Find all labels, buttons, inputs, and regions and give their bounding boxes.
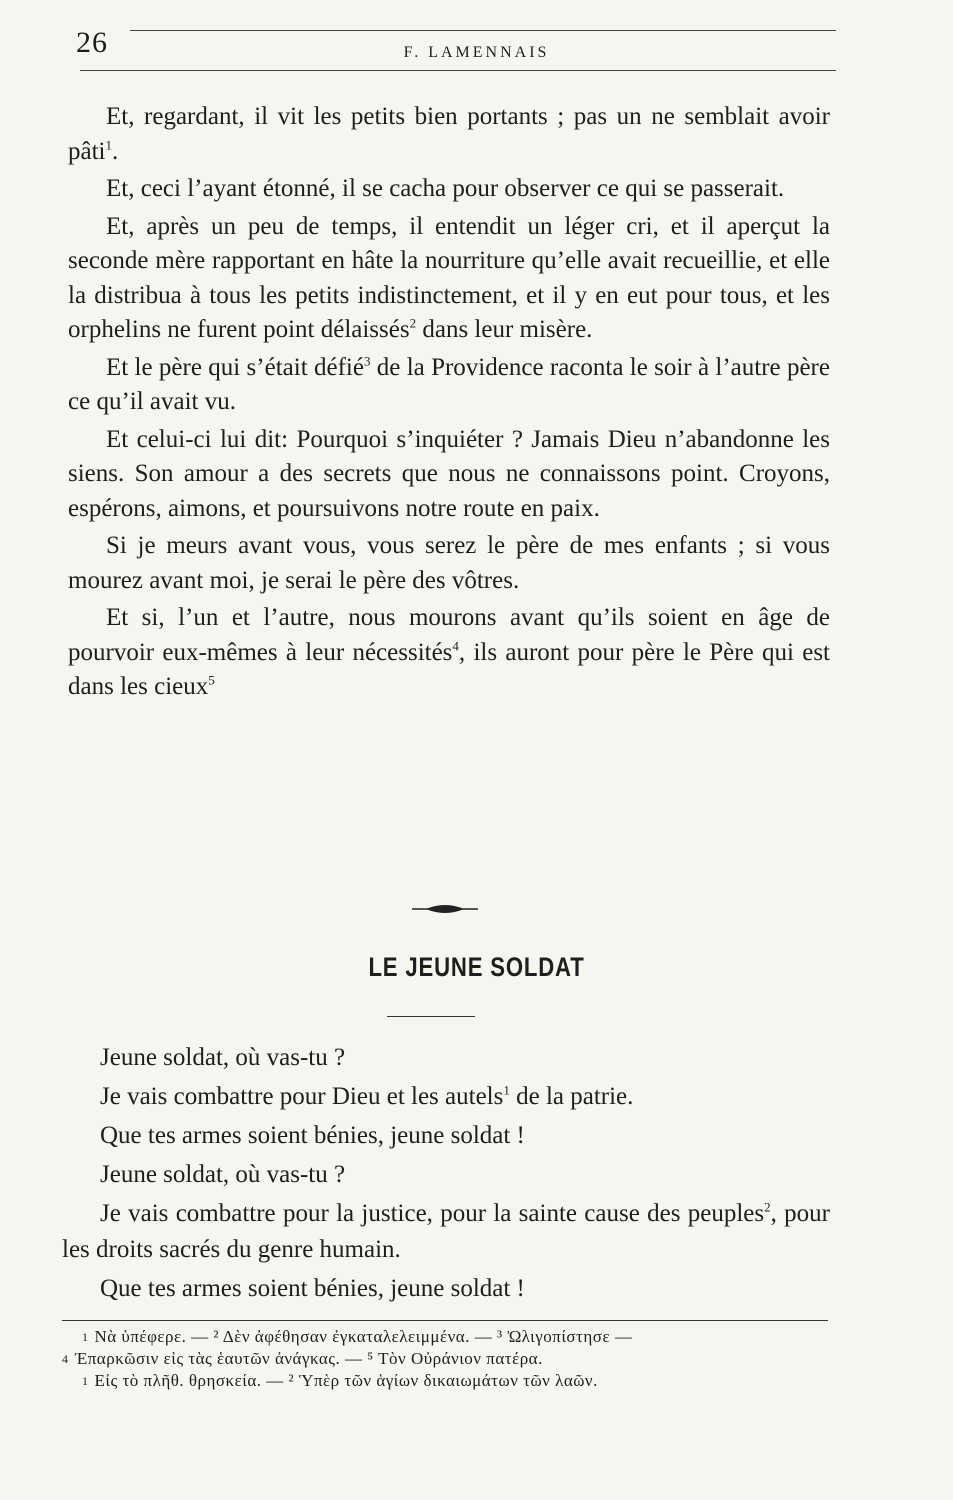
poem-line: Jeune soldat, où vas-tu ? [100, 1044, 346, 1071]
poem-text [62, 1040, 830, 1307]
paragraph: Et, ceci l’ayant étonné, il se cacha pour observer ce qui se passerait. [106, 175, 785, 202]
poem-line: Je vais combattre pour Dieu et les autels$^1$ de la patrie. [100, 1082, 634, 1110]
poem-line: Jeune soldat, où vas-tu ? [100, 1161, 346, 1188]
paragraph: Si je meurs avant vous, vous serez le père de mes enfants ; si vous mourez avant moi, je serai le père des vôtres. [68, 532, 830, 594]
paragraph: Et le père qui s’était défié$^3$ de la Providence raconta le soir à l’autre père ce qu’il avait vu. [68, 353, 830, 415]
poem-line: Que tes armes soient bénies, jeune soldat ! [100, 1275, 525, 1302]
footnote: $^4$ Ἐπαρκῶσιν εἰς τὰς ἑαυτῶν ἀνάγκας. — ⁵ Τὸν Οὐράνιον πατέρα. [62, 1349, 543, 1368]
ornament-divider-icon [412, 902, 478, 916]
paragraph: Et celui-ci lui dit: Pourquoi s’inquiéter ? Jamais Dieu n’abandonne les siens. Son amour a des secrets que nous ne connaissons point. Croyons, espérons, aimons, et poursuivons notre route en paix. [68, 425, 830, 522]
paragraph: Et, regardant, il vit les petits bien portants ; pas un ne semblait avoir pâti$^1$. [68, 103, 830, 165]
poem-line: Je vais combattre pour la justice, pour la sainte cause des peuples$^2$, pour les droits sacrés du genre humain. [62, 1199, 830, 1263]
paragraph: Et si, l’un et l’autre, nous mourons avant qu’ils soient en âge de pourvoir eux-mêmes à leur nécessités$^4$, ils auront pour père le Père qui est dans les cieux$^5$ [68, 604, 830, 700]
footnotes [62, 1326, 832, 1392]
section-title: LE JEUNE SOLDAT [368, 952, 585, 982]
footnote: $^1$ Εἰς τὸ πλῆθ. θρησκεία. — ² Ὑπὲρ τῶν ἁγίων δικαιωμάτων τῶν λαῶν. [82, 1371, 598, 1390]
story-text [68, 100, 830, 705]
footnotes-rule [62, 1320, 828, 1321]
header-bottom-rule [80, 70, 836, 71]
running-head: F. LAMENNAIS [403, 44, 550, 61]
footnote: $^1$ Νὰ ὑπέφερε. — ² Δὲν ἀφέθησαν ἐγκαταλελειμμένα. — ³ Ὠλιγοπίστησε — [82, 1327, 633, 1346]
paragraph: Et, après un peu de temps, il entendit un léger cri, et il aperçut la seconde mère rapportant en hâte la nourriture qu’elle avait recueillie, et elle la distribua à tous les petits indistinctement, et il y en eut pour tous, et les orphelins ne furent point délaissés$^2$ dans leur misère. [68, 212, 830, 343]
header-top-rule [130, 30, 836, 31]
poem-line: Que tes armes soient bénies, jeune soldat ! [100, 1122, 525, 1149]
title-rule [387, 1016, 475, 1017]
page-number: 26 [76, 26, 108, 59]
